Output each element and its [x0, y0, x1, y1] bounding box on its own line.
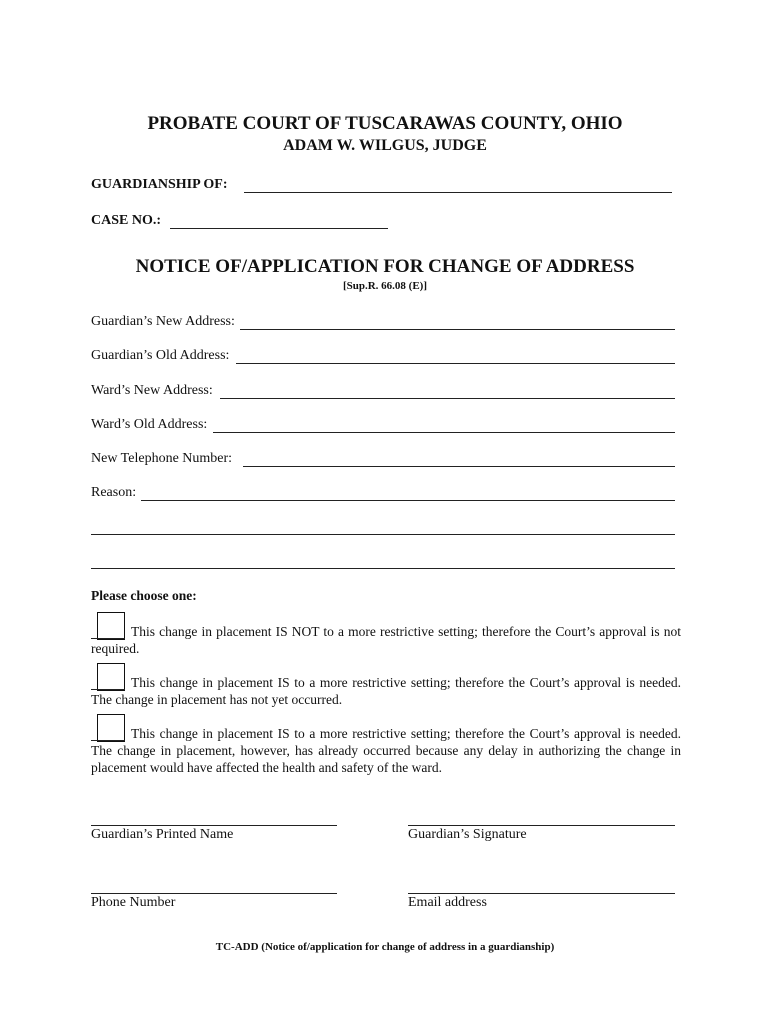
case-no-input-line[interactable] [170, 228, 388, 229]
ward-old-address-label: Ward’s Old Address: [91, 417, 208, 432]
choose-heading: Please choose one: [91, 588, 197, 603]
reason-line-1[interactable] [141, 500, 675, 501]
case-no-label: CASE NO.: [91, 213, 162, 228]
email-line[interactable] [408, 893, 675, 894]
judge-name: ADAM W. WILGUS, JUDGE [283, 137, 487, 154]
reason-line-3[interactable] [91, 568, 675, 569]
option-1-label: This change in placement IS NOT to a more restrictive setting; therefore the Court’s approval is not required. [91, 624, 681, 656]
option-1-text [91, 623, 681, 657]
notice-title: NOTICE OF/APPLICATION FOR CHANGE OF ADDRESS [135, 256, 635, 277]
option-2-label: This change in placement IS to a more restrictive setting; therefore the Court’s approval is needed. The change in placement has not yet occurred. [91, 675, 681, 707]
guardianship-input-line[interactable] [244, 192, 672, 193]
printed-name-line[interactable] [91, 825, 337, 826]
signature-label: Guardian’s Signature [408, 827, 527, 842]
ward-new-address-label: Ward’s New Address: [91, 383, 213, 398]
signature-line[interactable] [408, 825, 675, 826]
form-footer: TC-ADD (Notice of/application for change of address in a guardianship) [215, 941, 555, 953]
phone-number-line[interactable] [91, 893, 337, 894]
option-3-text [91, 725, 681, 776]
option-3-label: This change in placement IS to a more restrictive setting; therefore the Court’s approval is needed. The change in placement, however, has already occurred because any delay in authorizing the change in placement would have affected the health and safety of the ward. [91, 726, 681, 775]
email-label: Email address [408, 895, 487, 910]
telephone-line[interactable] [243, 466, 675, 467]
ward-new-address-line[interactable] [220, 398, 675, 399]
ward-old-address-line[interactable] [213, 432, 675, 433]
option-2-text [91, 674, 681, 708]
reason-label: Reason: [91, 485, 137, 500]
guardian-old-address-label: Guardian’s Old Address: [91, 348, 230, 363]
guardian-new-address-line[interactable] [240, 329, 675, 330]
rule-reference: [Sup.R. 66.08 (E)] [342, 280, 428, 292]
phone-number-label: Phone Number [91, 895, 176, 910]
guardian-old-address-line[interactable] [236, 363, 675, 364]
guardianship-label: GUARDIANSHIP OF: [91, 177, 228, 192]
telephone-label: New Telephone Number: [91, 451, 233, 466]
reason-line-2[interactable] [91, 534, 675, 535]
guardian-new-address-label: Guardian’s New Address: [91, 314, 235, 329]
printed-name-label: Guardian’s Printed Name [91, 827, 234, 842]
court-name: PROBATE COURT OF TUSCARAWAS COUNTY, OHIO [147, 113, 623, 134]
